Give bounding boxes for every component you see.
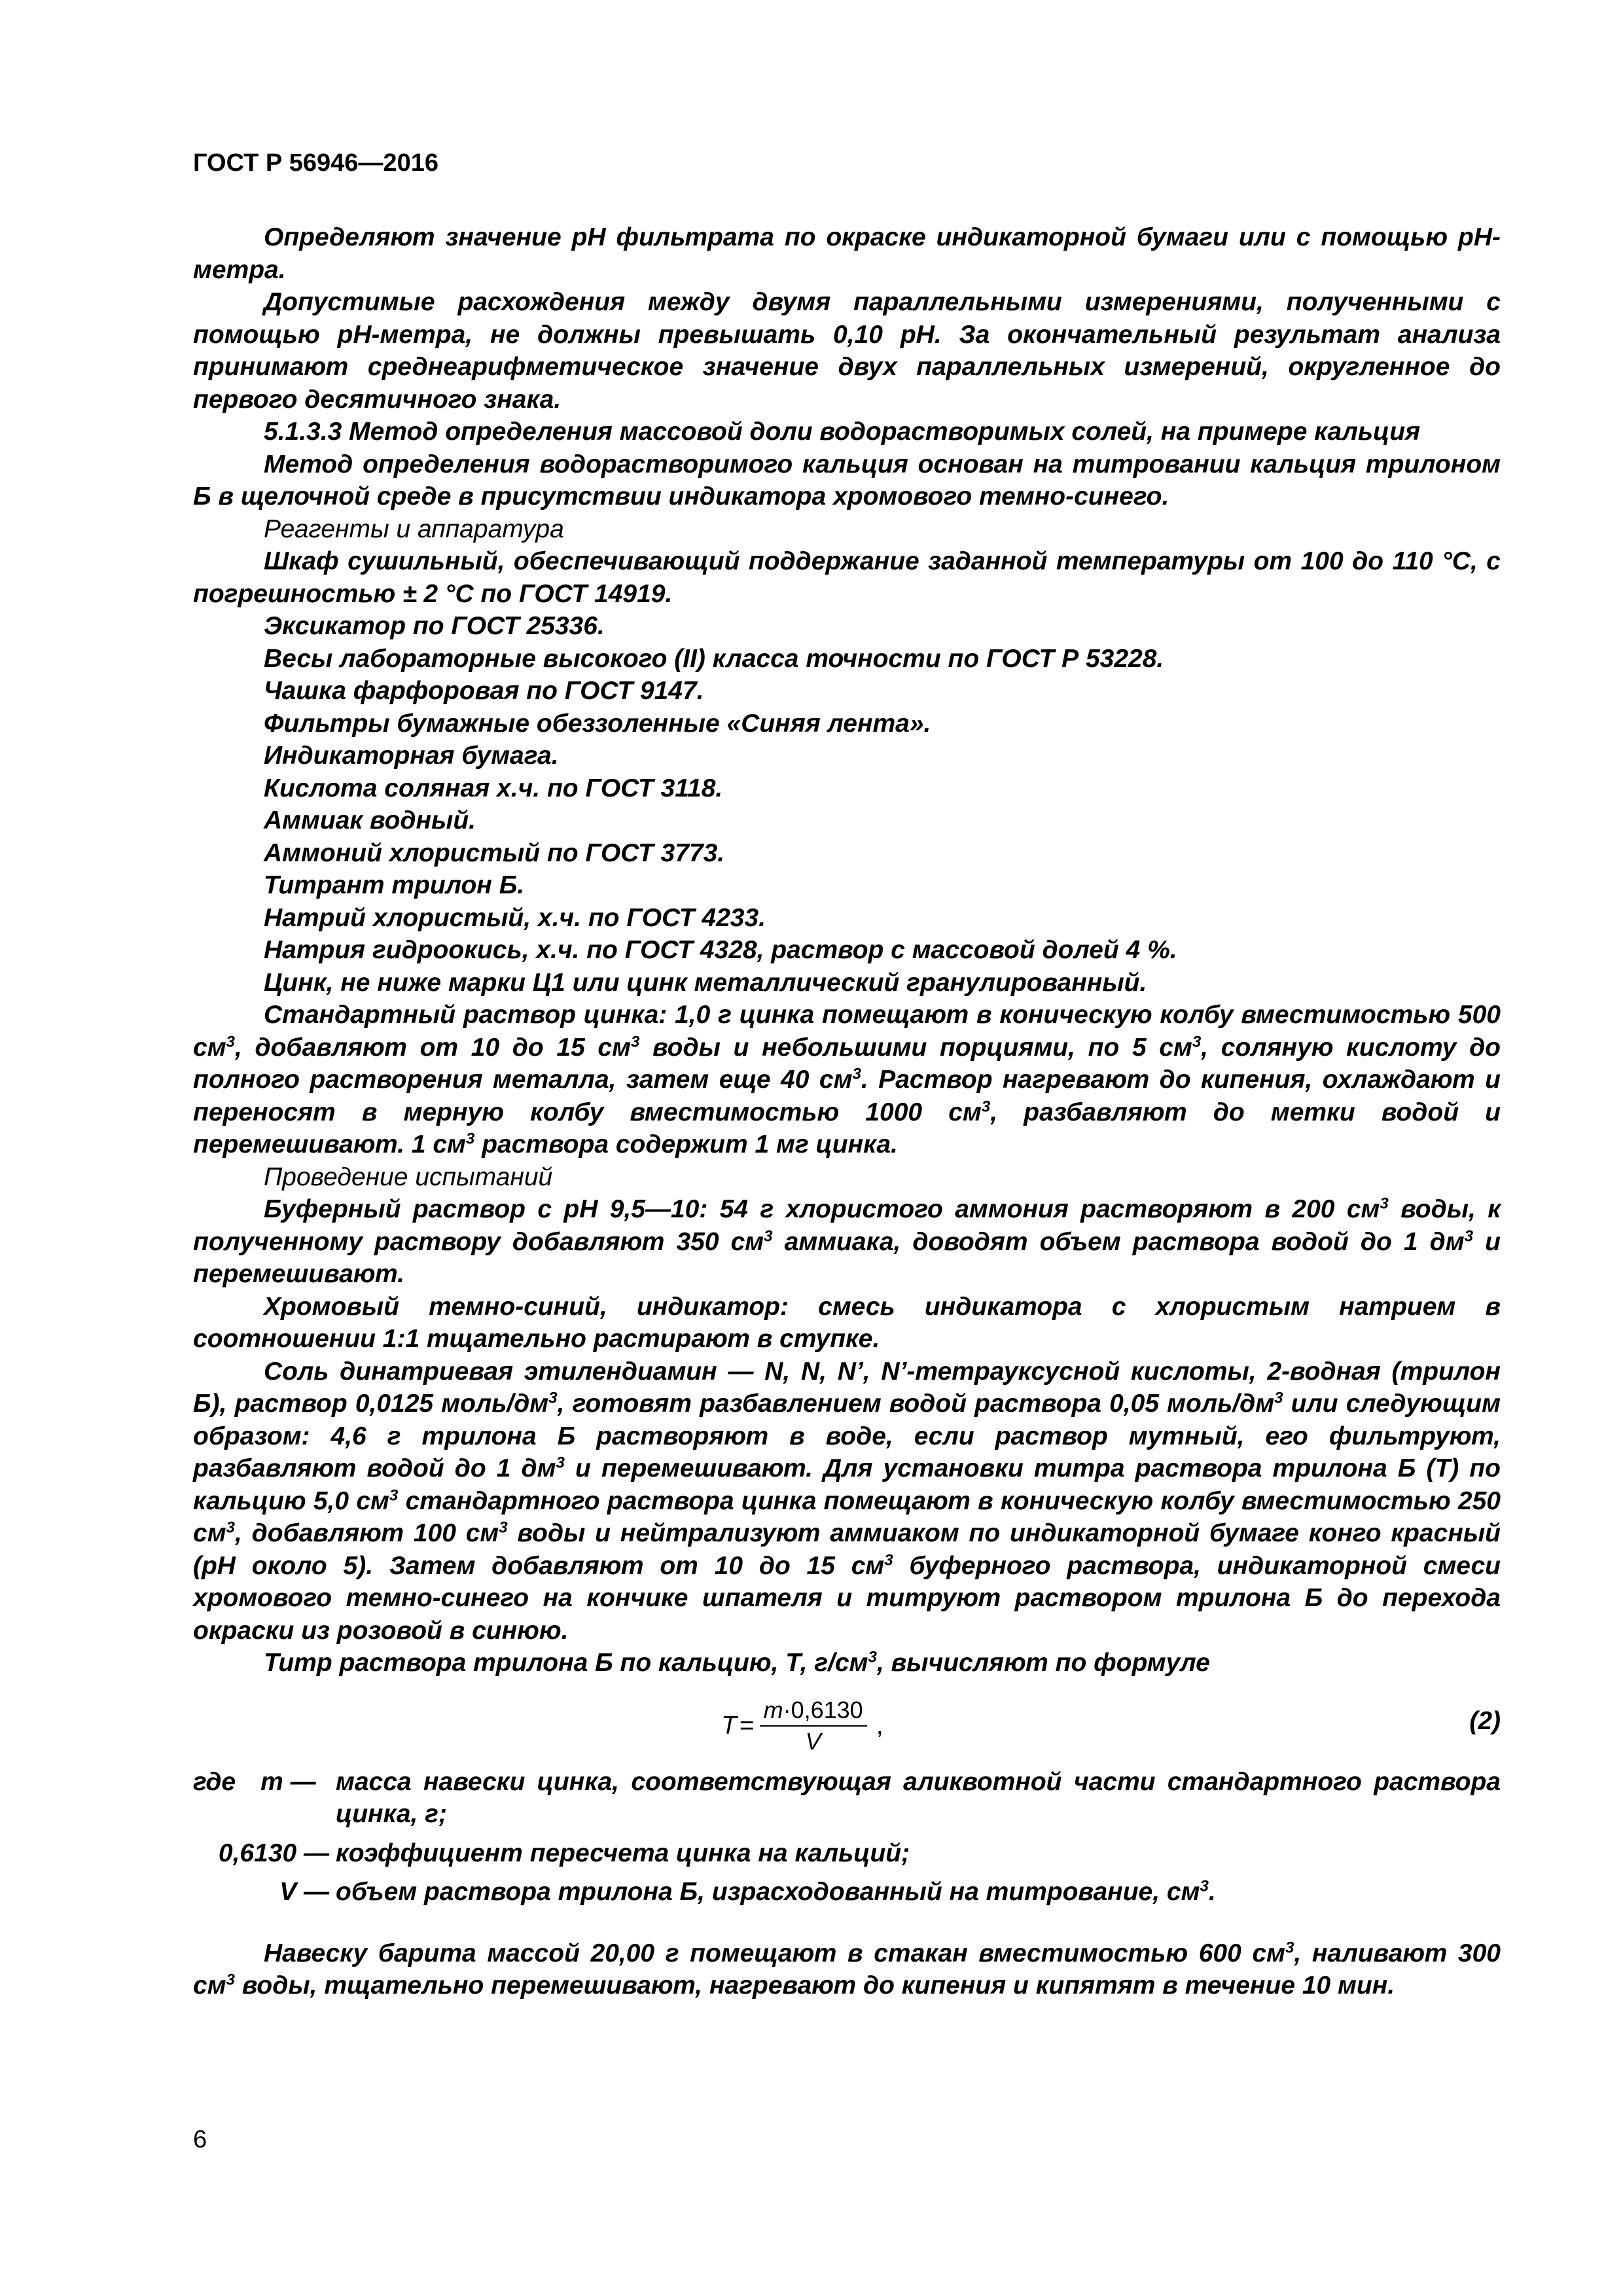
paragraph: Индикаторная бумага.	[264, 742, 559, 770]
formula-denominator: V	[805, 1727, 821, 1755]
formula-expression	[721, 1696, 883, 1755]
paragraph: Натрий хлористый, х.ч. по ГОСТ 4233.	[264, 903, 766, 932]
paragraph: Чашка фарфоровая по ГОСТ 9147.	[264, 677, 704, 705]
definition-text: объем раствора трилона Б, израсходованный на титрование, $см^3$.	[336, 1877, 1216, 1906]
paragraph: Определяют значение рН фильтрата по окраске индикаторной бумаги или с помощью рН-метра.	[193, 223, 1501, 284]
paragraph: Стандартный раствор цинка: 1,0 г цинка помещают в коническую колбу вместимостью 500 $см^3$, добавляют от 10 до 15 $см^3$ воды и небольшими порциями, по 5 $см^3$, соляную кислоту до полного растворения металла, затем еще 40 $см^3$. Раствор нагревают до кипения, охлаждают и переносят в мерную колбу вместимостью 1000 $см^3$, разбавляют до метки водой и перемешивают. 1 $см^3$ раствора содержит 1 мг цинка.	[193, 1001, 1501, 1158]
paragraph: Весы лабораторные высокого (II) класса точности по ГОСТ Р 53228.	[264, 644, 1164, 673]
definition-row	[193, 1837, 1501, 1870]
formula-numerator	[760, 1696, 867, 1727]
definition-symbol	[193, 1766, 336, 1831]
paragraph: Аммиак водный.	[264, 806, 476, 834]
paragraph: Метод определения водорастворимого кальция основан на титровании кальция трилоном Б в щелочной среде в присутствии индикатора хромового темно-синего.	[193, 450, 1501, 511]
definition-text: масса навески цинка, соответствующая аликвотной части стандартного раствора цинка, г;	[336, 1767, 1501, 1828]
paragraph: Буферный раствор с рН 9,5—10: 54 г хлористого аммония растворяют в 200 $см^3$ воды, к полученному раствору добавляют 350 $см^3$ аммиака, доводят объем раствора водой до 1 $дм^3$ и перемешивают.	[193, 1194, 1501, 1288]
paragraph: Реагенты и аппаратура	[264, 514, 564, 543]
paragraph: Титр раствора трилона Б по кальцию, Т, $г/см^3$, вычисляют по формуле	[264, 1648, 1210, 1677]
definition-row	[193, 1766, 1501, 1831]
formula-number: (2)	[1469, 1706, 1501, 1735]
paragraph: Соль динатриевая этилендиамин — N, N, N’, N’-тетрауксусной кислоты, 2-водная (трилон Б), раствор 0,0125 моль/$дм^3$, готовят разбавлением водой раствора 0,05 моль/$дм^3$ или следующим образом: 4,6 г трилона Б растворяют в воде, если раствор мутный, его фильтруют, разбавляют водой до 1 $дм^3$ и перемешивают. Для установки титра раствора трилона Б (Т) по кальцию 5,0 $см^3$ стандартного раствора цинка помещают в коническую колбу вместимостью 250 $см^3$, добавляют 100 $см^3$ воды и нейтрализуют аммиаком по индикаторной бумаге конго красный (рН около 5). Затем добавляют от 10 до 15 $см^3$ буферного раствора, индикаторной смеси хромового темно-синего на кончике шпателя и титруют раствором трилона Б до перехода окраски из розовой в синюю.	[193, 1357, 1501, 1645]
final-paragraph: Навеску барита массой 20,00 г помещают в стакан вместимостью 600 $см^3$, наливают 300 $см^3$ воды, тщательно перемешивают, нагревают до кипения и кипятят в течение 10 мин.	[193, 1939, 1501, 2000]
document-body	[193, 221, 1501, 2002]
paragraph: Цинк, не ниже марки Ц1 или цинк металлический гранулированный.	[264, 968, 1147, 997]
paragraph: Допустимые расхождения между двумя параллельными измерениями, полученными с помощью рН-метра, не должны превышать 0,10 рН. За окончательный результат анализа принимают среднеарифметическое значение двух параллельных измерений, округленное до первого десятичного знака.	[193, 288, 1501, 414]
paragraph: Аммоний хлористый по ГОСТ 3773.	[264, 838, 725, 867]
definition-text: коэффициент пересчета цинка на кальций;	[336, 1839, 910, 1867]
formula-equals: =	[739, 1711, 755, 1740]
formula-definitions	[193, 1766, 1501, 1909]
definition-symbol-text: m —	[260, 1767, 316, 1796]
page-number: 6	[193, 2126, 207, 2153]
formula-numerator-var: m	[763, 1696, 783, 1723]
formula-lhs: T	[721, 1711, 737, 1740]
definition-where: где	[193, 1767, 236, 1796]
paragraph: Эксикатор по ГОСТ 25336.	[264, 612, 605, 640]
paragraph-list	[193, 221, 1501, 1679]
paragraph: Шкаф сушильный, обеспечивающий поддержание заданной температуры от 100 до 110 °С, с погрешностью ± 2 °С по ГОСТ 14919.	[193, 547, 1501, 608]
definition-symbol: 0,6130 —	[218, 1839, 329, 1867]
paragraph: Натрия гидроокись, х.ч. по ГОСТ 4328, раствор с массовой долей 4 %.	[264, 936, 1177, 964]
paragraph: Фильтры бумажные обеззоленные «Синяя лента».	[264, 709, 931, 738]
formula-numerator-coef: ·0,6130	[783, 1696, 863, 1723]
document-header: ГОСТ Р 56946—2016	[193, 149, 438, 177]
formula-fraction	[760, 1696, 867, 1755]
paragraph: Титрант трилон Б.	[264, 871, 525, 899]
definition-row	[193, 1876, 1501, 1909]
definition-symbol: V —	[279, 1878, 329, 1906]
paragraph: 5.1.3.3 Метод определения массовой доли водорастворимых солей, на примере кальция	[264, 418, 1421, 446]
paragraph: Проведение испытаний	[264, 1162, 553, 1191]
paragraph: Хромовый темно-синий, индикатор: смесь индикатора с хлористым натрием в соотношении 1:1 тщательно растирают в ступке.	[193, 1292, 1501, 1353]
paragraph: Кислота соляная х.ч. по ГОСТ 3118.	[264, 774, 723, 802]
formula-2	[193, 1694, 1501, 1759]
formula-tail: ,	[876, 1711, 883, 1740]
